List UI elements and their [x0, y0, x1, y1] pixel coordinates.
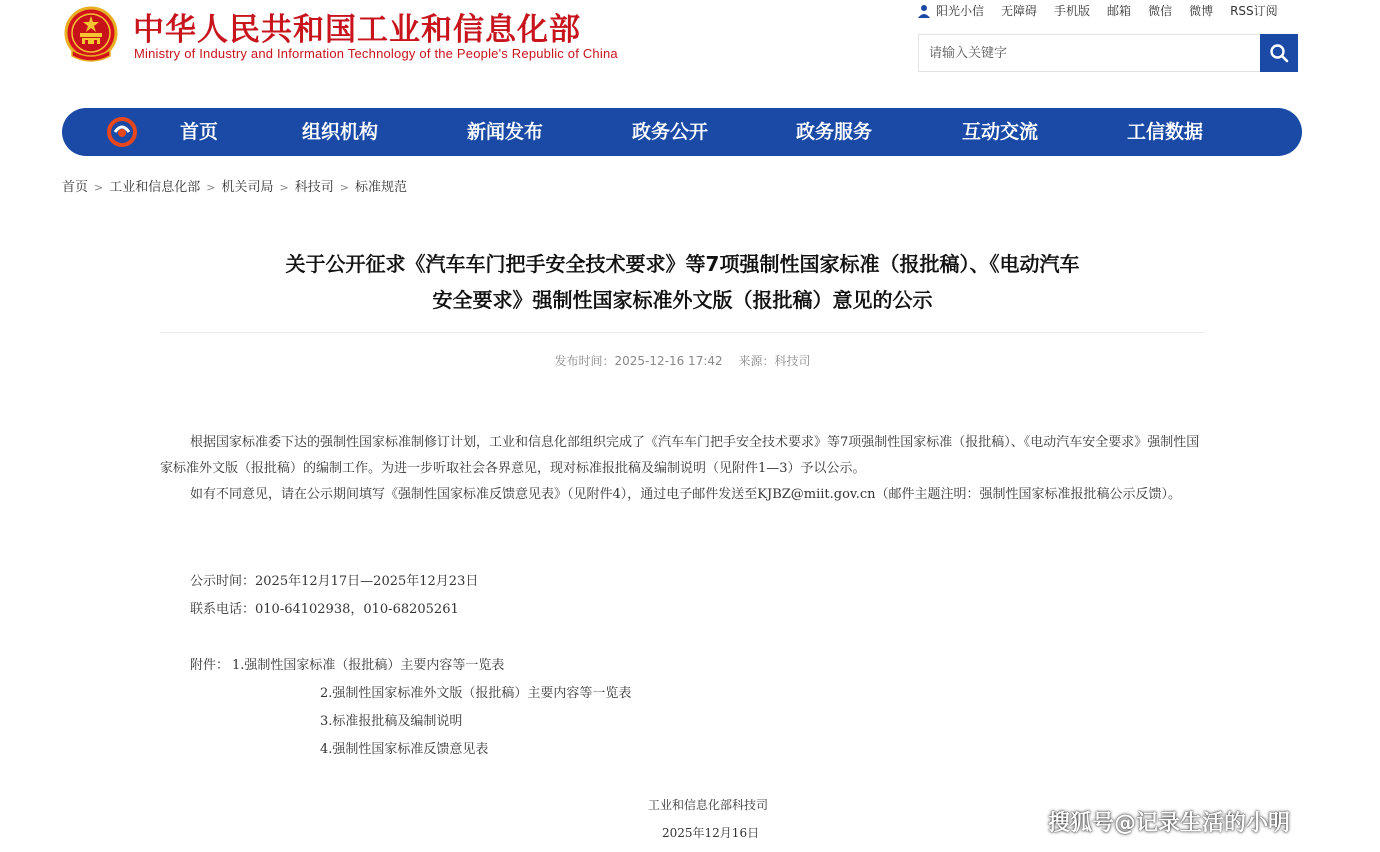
toplink-mobile[interactable]: 手机版 [1054, 4, 1091, 18]
site-subtitle: Ministry of Industry and Information Technology of the People's Republic of China [134, 46, 618, 61]
attachment-link-1[interactable]: 1.强制性国家标准（报批稿）主要内容等一览表 [232, 658, 505, 673]
source-watermark: 搜狐号@记录生活的小明 [1048, 811, 1291, 836]
site-title: 中华人民共和国工业和信息化部 [133, 12, 581, 48]
nav-item-government-affairs[interactable]: 政务公开 [632, 121, 709, 143]
toplink-weibo[interactable]: 微博 [1189, 4, 1214, 18]
breadcrumb-ministry[interactable]: 工业和信息化部 [109, 180, 201, 195]
contact-phone: 联系电话：010-64102938，010-68205261 [190, 602, 459, 617]
breadcrumb-standards[interactable]: 标准规范 [354, 180, 407, 195]
toplink-mail[interactable]: 邮箱 [1107, 4, 1132, 18]
article-source: 来源：科技司 [738, 354, 811, 368]
nav-item-services[interactable]: 政务服务 [796, 121, 873, 143]
title-divider [160, 332, 1205, 333]
article-title-line2: 安全要求》强制性国家标准外文版（报批稿）意见的公示 [432, 288, 933, 312]
breadcrumb-tech-dept[interactable]: 科技司 [294, 180, 334, 195]
nav-item-data[interactable]: 工信数据 [1127, 121, 1204, 143]
attachment-link-2[interactable]: 2.强制性国家标准外文版（报批稿）主要内容等一览表 [320, 686, 632, 701]
body-paragraph-1: 根据国家标准委下达的强制性国家标准制修订计划，工业和信息化部组织完成了《汽车车门把手安全技术要求》等7项强制性国家标准（报批稿）、《电动汽车安全要求》强制性国家标准外文版（报批稿）的编制工作。为进一步听取社会各界意见，现对标准报批稿及编制说明（见附件1—3）予以公示。 [160, 435, 1200, 476]
breadcrumb-home[interactable]: 首页 [62, 180, 89, 195]
search-button[interactable] [1260, 34, 1298, 72]
nav-item-home[interactable]: 首页 [180, 121, 219, 143]
article-body [160, 430, 1205, 508]
public-notice-period: 公示时间：2025年12月17日—2025年12月23日 [190, 574, 479, 589]
nav-item-interaction[interactable]: 互动交流 [962, 121, 1039, 143]
signature-organization: 工业和信息化部科技司 [648, 798, 769, 812]
toplink-rss[interactable]: RSS订阅 [1230, 4, 1278, 18]
body-paragraph-2: 如有不同意见，请在公示期间填写《强制性国家标准反馈意见表》（见附件4），通过电子邮件发送至KJBZ@miit.gov.cn（邮件主题注明：强制性国家标准报批稿公示反馈）。 [190, 487, 1182, 502]
article-meta [160, 352, 1205, 369]
search-icon [1269, 43, 1289, 63]
main-nav [62, 108, 1302, 156]
toplink-sunshine[interactable] [918, 2, 984, 19]
search-input[interactable] [919, 35, 1261, 71]
search-box [918, 34, 1298, 72]
person-icon [918, 4, 930, 18]
breadcrumb-separator: > [94, 181, 104, 194]
article-title [160, 246, 1205, 318]
breadcrumb [62, 176, 407, 195]
publish-time: 发布时间：2025-12-16 17:42 [554, 354, 723, 368]
toplink-wechat[interactable]: 微信 [1148, 4, 1173, 18]
national-emblem-icon [64, 6, 118, 64]
attachment-link-4[interactable]: 4.强制性国家标准反馈意见表 [320, 742, 489, 757]
attachments-label: 附件： [190, 658, 230, 673]
nav-item-organization[interactable]: 组织机构 [302, 121, 379, 143]
toplink-label: 阳光小信 [936, 4, 985, 18]
nav-item-news[interactable]: 新闻发布 [467, 121, 544, 143]
breadcrumb-separator: > [206, 181, 216, 194]
breadcrumb-departments[interactable]: 机关司局 [221, 180, 274, 195]
breadcrumb-separator: > [339, 181, 349, 194]
breadcrumb-separator: > [279, 181, 289, 194]
attachment-link-3[interactable]: 3.标准报批稿及编制说明 [320, 714, 463, 729]
toplink-accessibility[interactable]: 无障碍 [1001, 4, 1038, 18]
article-title-line1: 关于公开征求《汽车车门把手安全技术要求》等7项强制性国家标准（报批稿）、《电动汽车 [285, 252, 1080, 276]
ministry-logo-icon [106, 116, 138, 148]
signature-date: 2025年12月16日 [662, 826, 760, 840]
top-links [918, 2, 1295, 19]
